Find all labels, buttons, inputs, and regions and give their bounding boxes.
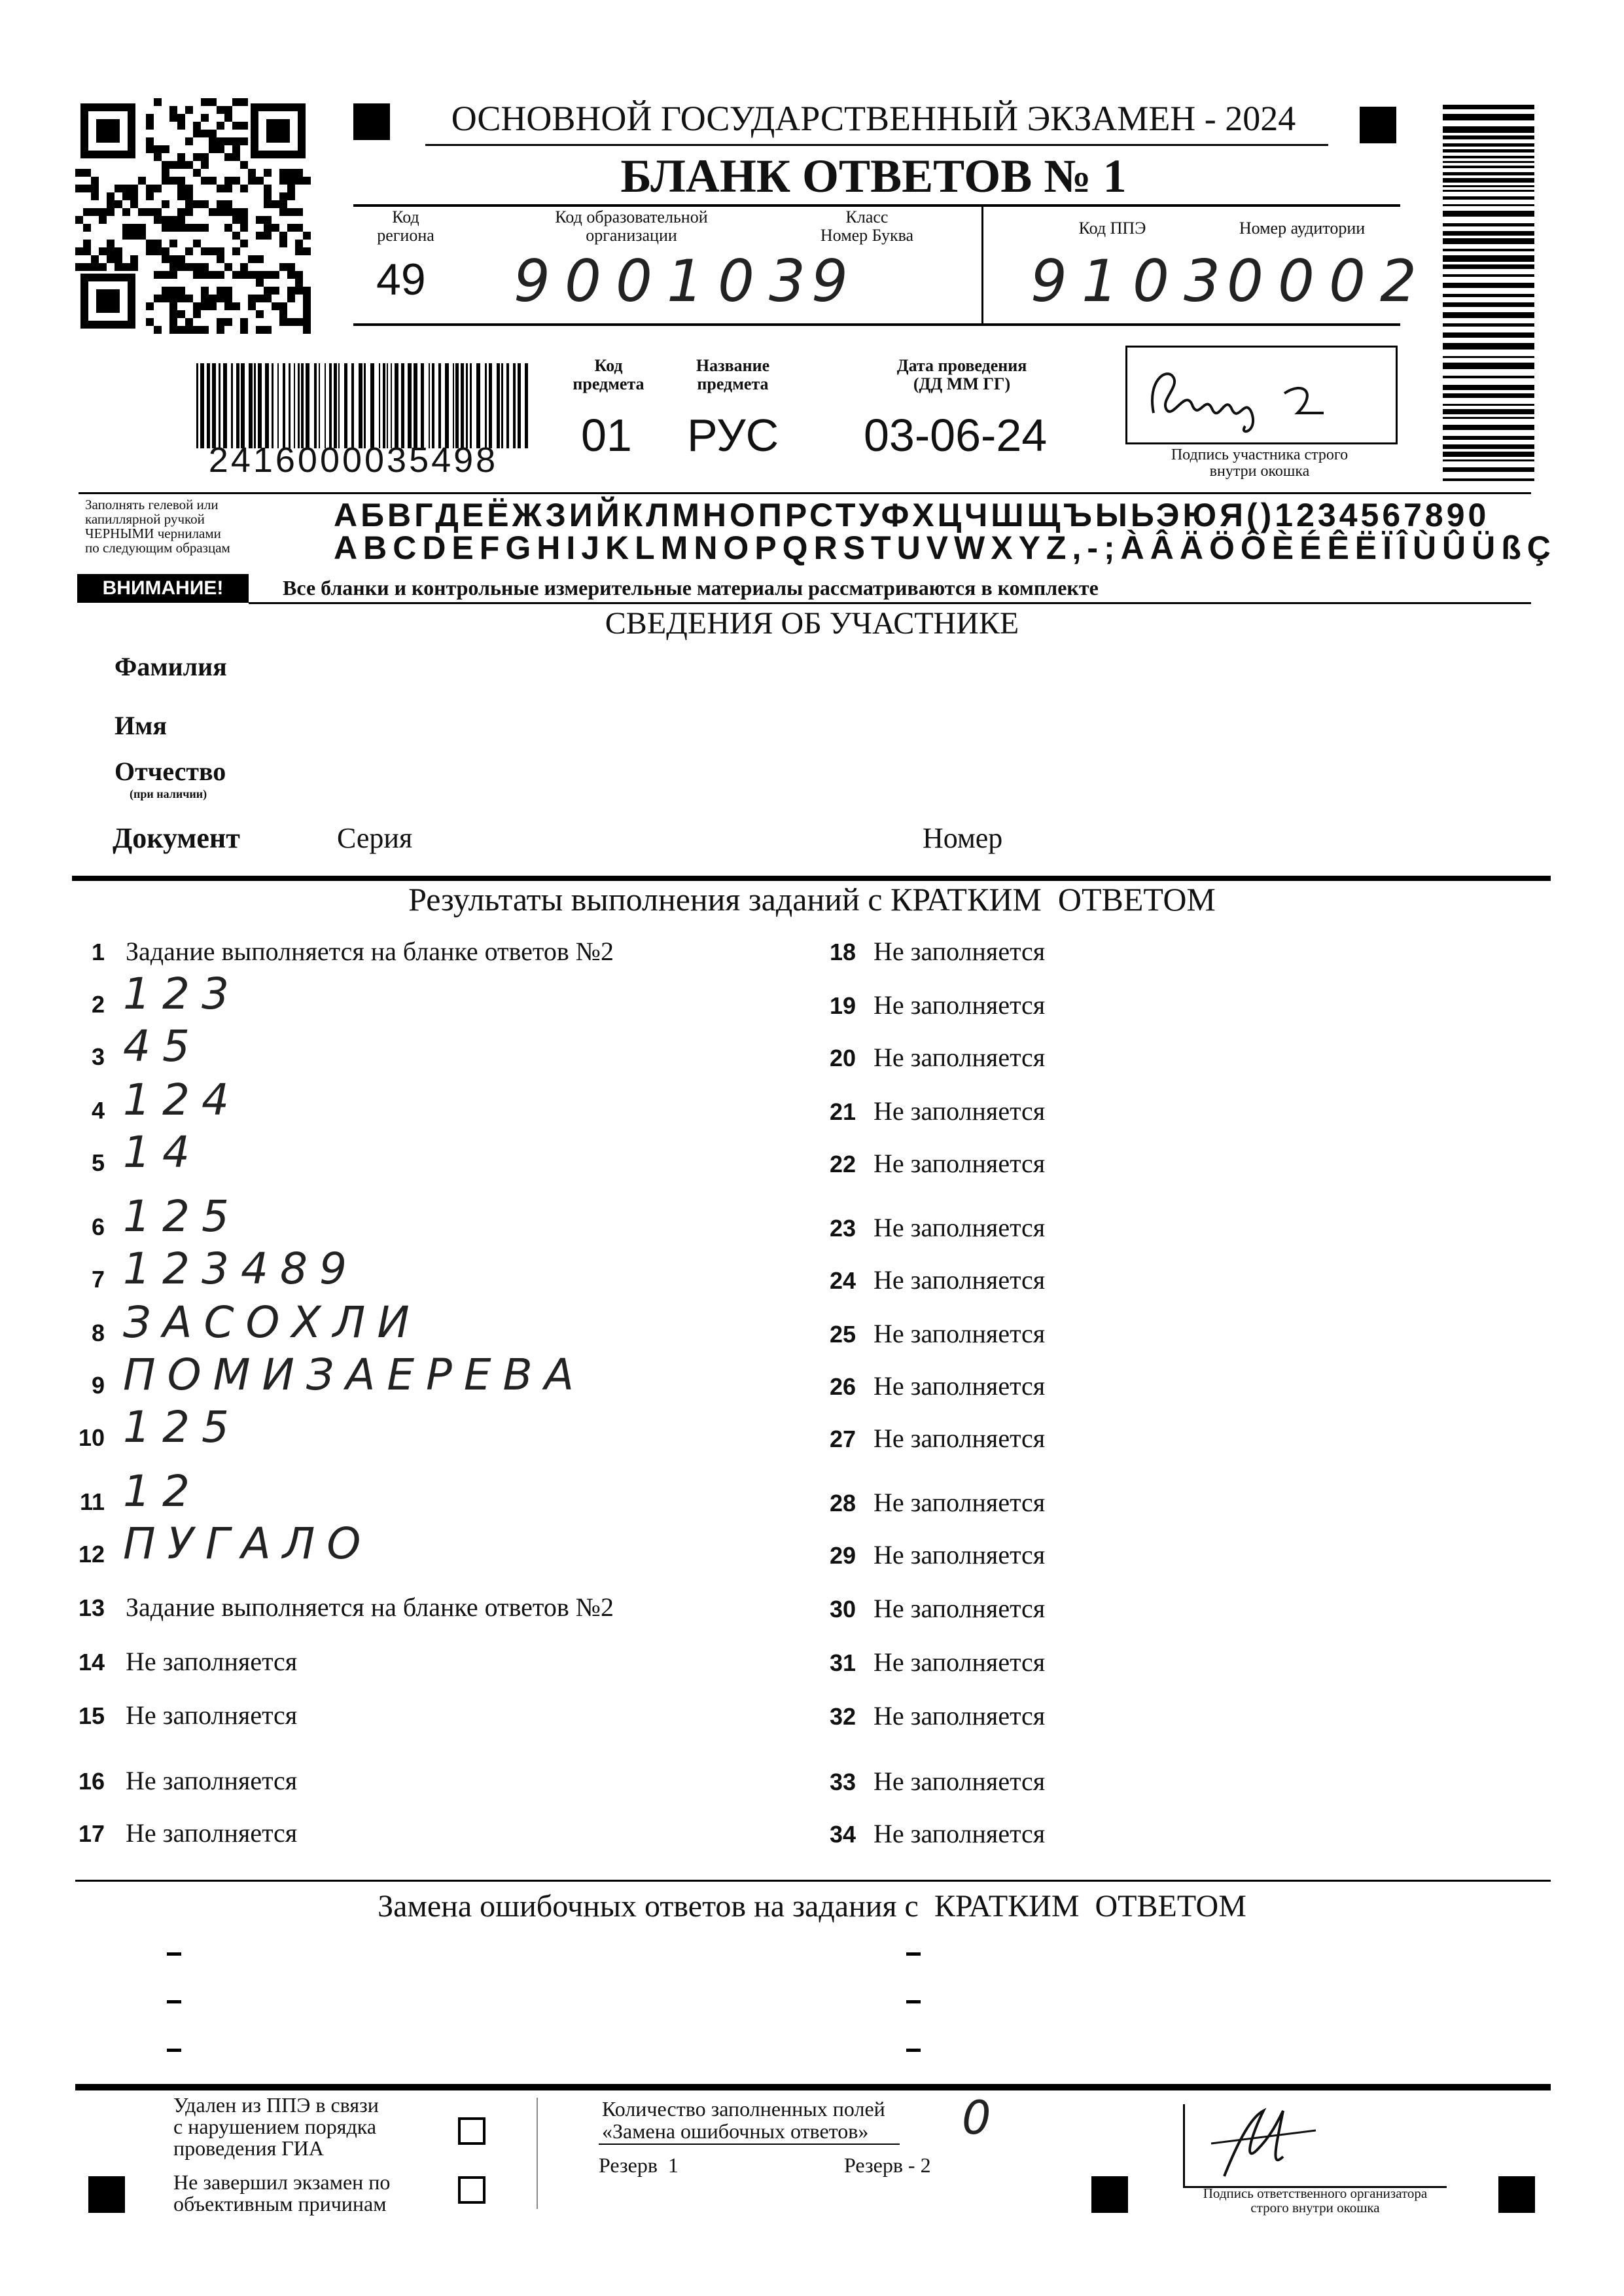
result-row-text: Не заполняется (874, 1647, 1046, 1677)
result-row-text: Не заполняется (874, 1319, 1046, 1348)
participant-section-title: СВЕДЕНИЯ ОБ УЧАСТНИКЕ (605, 606, 1019, 641)
removed-checkbox[interactable] (458, 2117, 485, 2145)
result-answer-field[interactable]: 123489 (123, 1244, 359, 1294)
region-value: 49 (376, 255, 426, 304)
result-row-number: 13 (78, 1594, 105, 1621)
replacement-count-label: Количество заполненных полей «Замена ошибочных ответов» (602, 2097, 885, 2143)
result-row-number: 11 (79, 1488, 105, 1515)
warning-text: Все бланки и контрольные измерительные материалы рассматриваются в комплекте (283, 576, 1099, 600)
barcode-number: 2416000035498 (208, 440, 499, 480)
result-row-number: 25 (829, 1321, 856, 1348)
result-row-number: 7 (91, 1266, 105, 1293)
result-row-text: Задание выполняется на бланке ответов №2 (126, 937, 614, 966)
participant-signature-box[interactable] (1125, 346, 1398, 444)
result-answer-field[interactable]: 124 (123, 1075, 241, 1125)
result-row-number: 12 (78, 1541, 105, 1568)
class-label: Класс Номер Буква (820, 207, 914, 245)
sample-instruction: Заполнять гелевой или капиллярной ручкой ЧЕРНЫМИ чернилами по следующим образцам (85, 497, 230, 556)
result-row-text: Не заполняется (874, 1819, 1046, 1848)
result-row-text: Не заполняется (874, 1265, 1046, 1295)
alignment-marker (1498, 2176, 1535, 2213)
date-label: Дата проведения (ДД ММ ГГ) (896, 356, 1027, 393)
warning-underline (249, 602, 1531, 604)
org-label: Код образовательной организации (555, 207, 708, 245)
replacement-field[interactable] (167, 2000, 181, 2003)
replacement-count-value[interactable]: 0 (962, 2091, 991, 2145)
result-row-text: Не заполняется (874, 937, 1046, 966)
document-label: Документ (113, 822, 240, 854)
result-row-text: Не заполняется (874, 1043, 1046, 1072)
result-row-number: 21 (829, 1098, 856, 1125)
result-row-number: 19 (829, 992, 856, 1019)
result-row-text: Не заполняется (126, 1700, 298, 1730)
exam-title: ОСНОВНОЙ ГОСУДАРСТВЕННЫЙ ЭКЗАМЕН - 2024 (451, 99, 1296, 138)
sample-line-cyrillic: АБВГДЕЁЖЗИЙКЛМНОПРСТУФХЦЧШЩЪЫЬЭЮЯ()1234567890 (334, 497, 1490, 533)
patronymic-note: (при наличии) (130, 787, 207, 800)
result-row-number: 33 (829, 1768, 856, 1795)
codes-top-line (353, 204, 1400, 207)
subject-code-value: 01 (581, 410, 632, 461)
organizer-signature (1185, 2104, 1447, 2186)
organizer-signature-box[interactable] (1183, 2104, 1447, 2188)
result-row-number: 32 (829, 1703, 856, 1730)
ppe-value: 9103 (1031, 247, 1235, 315)
not-finished-label: Не завершил экзамен по объективным причинам (173, 2170, 391, 2215)
series-label: Серия (337, 822, 413, 854)
qr-code (75, 98, 311, 334)
result-row-number: 2 (91, 991, 105, 1018)
replacement-section-title: Замена ошибочных ответов на задания с КРАТКИМ ОТВЕТОМ (378, 1889, 1246, 1924)
result-row-number: 18 (829, 939, 856, 965)
subject-code-label: Код предмета (573, 356, 644, 393)
name-label: Имя (115, 711, 167, 740)
codes-bottom-line (353, 323, 1400, 326)
region-label: Код региона (377, 207, 434, 245)
class-value: 9 (811, 247, 862, 315)
result-row-number: 4 (91, 1097, 105, 1124)
result-row-text: Не заполняется (126, 1818, 298, 1848)
reserve-2: Резерв - 2 (844, 2153, 931, 2177)
result-row-text: Не заполняется (874, 1371, 1046, 1401)
signature-caption: Подпись участника строго внутри окошка (1171, 446, 1349, 480)
results-bottom-line (75, 1880, 1551, 1882)
result-row-number: 16 (78, 1768, 105, 1795)
result-row-number: 29 (829, 1542, 856, 1569)
result-row-text: Не заполняется (126, 1647, 298, 1676)
replacement-field[interactable] (906, 2049, 921, 2052)
result-answer-field[interactable]: 125 (123, 1402, 241, 1452)
alignment-marker (1091, 2176, 1128, 2213)
not-finished-checkbox[interactable] (458, 2176, 485, 2204)
participant-signature (1127, 348, 1396, 442)
subject-name-value: РУС (687, 410, 779, 461)
result-row-text: Не заполняется (874, 1701, 1046, 1731)
result-row-text: Не заполняется (874, 1424, 1046, 1453)
result-row-number: 17 (78, 1820, 105, 1847)
replacement-field[interactable] (906, 1952, 921, 1956)
org-value: 900103 (514, 247, 820, 315)
number-label: Номер (923, 822, 1003, 854)
result-row-number: 22 (829, 1151, 856, 1177)
alignment-marker (88, 2176, 125, 2213)
result-answer-field[interactable]: 45 (123, 1021, 202, 1071)
result-row-number: 5 (91, 1149, 105, 1176)
alignment-marker (353, 103, 390, 140)
sample-top-line (79, 492, 1531, 494)
result-answer-field[interactable]: 123 (123, 969, 241, 1019)
result-row-text: Не заполняется (874, 1488, 1046, 1517)
result-answer-field[interactable]: ПУГАЛО (123, 1518, 373, 1569)
codes-divider (981, 204, 983, 325)
result-row-number: 23 (829, 1215, 856, 1242)
patronymic-label: Отчество (115, 757, 226, 786)
result-row-text: Не заполняется (126, 1766, 298, 1795)
removed-label: Удален из ППЭ в связи с нарушением порядка проведения ГИА (173, 2093, 379, 2160)
result-row-number: 3 (91, 1043, 105, 1070)
result-row-number: 10 (78, 1424, 105, 1451)
results-section-title: Результаты выполнения заданий с КРАТКИМ ОТВЕТОМ (408, 881, 1216, 918)
footer-divider (537, 2098, 538, 2209)
result-row-number: 9 (91, 1372, 105, 1399)
result-row-number: 34 (829, 1821, 856, 1848)
result-row-number: 27 (829, 1426, 856, 1452)
result-answer-field[interactable]: ПОМИЗАЕРЕВА (123, 1350, 586, 1400)
replacement-field[interactable] (167, 2049, 181, 2052)
result-row-number: 15 (78, 1702, 105, 1729)
surname-label: Фамилия (115, 652, 227, 681)
organizer-signature-caption: Подпись ответственного организатора строго внутри окошка (1203, 2185, 1428, 2215)
replacement-field[interactable] (167, 1952, 181, 1956)
ppe-label: Код ППЭ (1078, 219, 1146, 238)
result-row-number: 14 (78, 1649, 105, 1676)
subject-name-label: Название предмета (696, 356, 770, 393)
result-row-text: Не заполняется (874, 990, 1046, 1020)
result-row-number: 20 (829, 1045, 856, 1071)
result-row-text: Не заполняется (874, 1096, 1046, 1126)
result-row-number: 1 (91, 939, 105, 965)
result-row-text: Не заполняется (874, 1540, 1046, 1570)
room-label: Номер аудитории (1239, 219, 1366, 238)
count-label-underline (599, 2144, 900, 2145)
result-answer-field[interactable]: 125 (123, 1191, 241, 1242)
result-row-number: 28 (829, 1490, 856, 1516)
result-answer-field[interactable]: 14 (123, 1127, 202, 1177)
reserve-1: Резерв 1 (599, 2153, 679, 2177)
result-row-number: 8 (91, 1319, 105, 1346)
warning-badge: ВНИМАНИЕ! (77, 574, 249, 603)
result-row-number: 31 (829, 1649, 856, 1676)
title-underline (425, 144, 1328, 146)
result-row-number: 30 (829, 1596, 856, 1623)
result-row-number: 6 (91, 1213, 105, 1240)
footer-top-line (75, 2084, 1551, 2090)
replacement-field[interactable] (906, 2000, 921, 2003)
result-row-text: Не заполняется (874, 1213, 1046, 1242)
result-row-text: Задание выполняется на бланке ответов №2 (126, 1592, 614, 1622)
result-row-number: 24 (829, 1267, 856, 1294)
side-barcode (1443, 105, 1534, 484)
result-answer-field[interactable]: ЗАСОХЛИ (123, 1297, 421, 1348)
form-title: БЛАНК ОТВЕТОВ № 1 (620, 150, 1127, 202)
result-row-text: Не заполняется (874, 1149, 1046, 1178)
result-answer-field[interactable]: 12 (123, 1466, 202, 1516)
alignment-marker (1360, 107, 1396, 143)
room-value: 0002 (1227, 247, 1431, 315)
result-row-text: Не заполняется (874, 1594, 1046, 1623)
date-value: 03-06-24 (864, 410, 1048, 461)
result-row-number: 26 (829, 1373, 856, 1400)
sample-line-latin: ABCDEFGHIJKLMNOPQRSTUVWXYZ,-;ÀÂÄÖÔÈÉÊËÏÎÙÛÜßÇ (334, 529, 1557, 566)
result-row-text: Не заполняется (874, 1767, 1046, 1796)
